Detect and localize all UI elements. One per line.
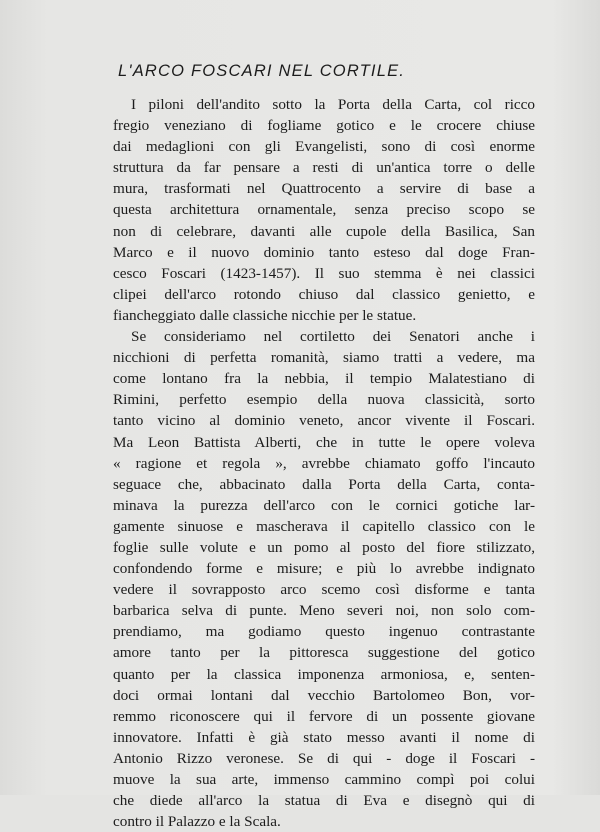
text-line: minava la purezza dell'arco con le cornici gotiche lar-: [113, 496, 535, 514]
text-line: amore tanto per la pittoresca suggestione del gotico: [113, 644, 535, 662]
text-line: nicchioni di perfetta romanità, siamo tratti a vedere, ma: [113, 349, 535, 367]
text-line: vedere il sovrapposto arco scemo così disforme e tanta: [113, 581, 535, 599]
text-line: gamente sinuose e mascherava il capitello classico con le: [113, 517, 535, 535]
text-line: che diede all'arco la statua di Eva e disegnò qui di: [113, 792, 535, 810]
text-line: fregio veneziano di fogliame gotico e le crocere chiuse: [113, 117, 535, 135]
text-line: Rimini, perfetto esempio della nuova classicità, sorto: [113, 391, 535, 409]
text-line: « ragione et regola », avrebbe chiamato goffo l'incauto: [113, 454, 535, 472]
text-line: remmo riconoscere qui il fervore di un possente giovane: [113, 707, 535, 725]
text-line: non di celebrare, davanti alle cupole della Basilica, San: [113, 222, 535, 240]
text-line: Antonio Rizzo veronese. Se di qui - doge il Foscari -: [113, 749, 535, 767]
text-line: fiancheggiato dalle classiche nicchie per le statue.: [113, 306, 417, 324]
text-line: doci ormai lontani dal vecchio Bartolomeo Bon, vor-: [113, 686, 535, 704]
text-line: dai medaglioni con gli Evangelisti, sono di così enorme: [113, 138, 535, 156]
text-line: innovatore. Infatti è già stato messo avanti il nome di: [113, 728, 535, 746]
text-line: questa architettura ornamentale, senza preciso scopo se: [113, 201, 535, 219]
text-line: foglie sulle volute e un pomo al posto del fiore stilizzato,: [113, 538, 535, 556]
text-line: tanto vicino al dominio veneto, ancor vivente il Foscari.: [113, 412, 535, 430]
text-line: clipei dell'arco rotondo chiuso dal classico genietto, e: [113, 285, 535, 303]
text-line: mura, trasformati nel Quattrocento a servire di base a: [113, 180, 535, 198]
text-line: quanto per la classica imponenza armoniosa, e, senten-: [113, 665, 535, 683]
text-line: confondendo forme e misure; e più lo avrebbe indignato: [113, 560, 535, 578]
text-line: come lontano fra la nebbia, il tempio Malatestiano di: [113, 370, 535, 388]
text-line: barbarica selva di punte. Meno severi noi, non solo com-: [113, 602, 535, 620]
text-line: I piloni dell'andito sotto la Porta della Carta, col ricco: [131, 96, 535, 113]
chapter-heading: L'ARCO FOSCARI NEL CORTILE.: [118, 62, 406, 80]
body-text: [113, 94, 535, 832]
text-line: Marco e il nuovo dominio tanto esteso dal doge Fran-: [113, 243, 535, 261]
text-line: Ma Leon Battista Alberti, che in tutte le opere voleva: [113, 433, 535, 451]
text-line: struttura da far pensare a resti di un'antica torre o delle: [113, 159, 535, 177]
text-line: prendiamo, ma godiamo questo ingenuo contrastante: [113, 623, 535, 641]
text-line: contro il Palazzo e la Scala.: [113, 813, 281, 831]
text-line: seguace che, abbacinato dalla Porta della Carta, conta-: [113, 475, 535, 493]
text-line: cesco Foscari (1423-1457). Il suo stemma è nei classici: [113, 264, 535, 282]
text-line: muove la sua arte, immenso cammino compì poi colui: [113, 771, 535, 788]
text-line: Se consideriamo nel cortiletto dei Senatori anche i: [131, 328, 535, 346]
